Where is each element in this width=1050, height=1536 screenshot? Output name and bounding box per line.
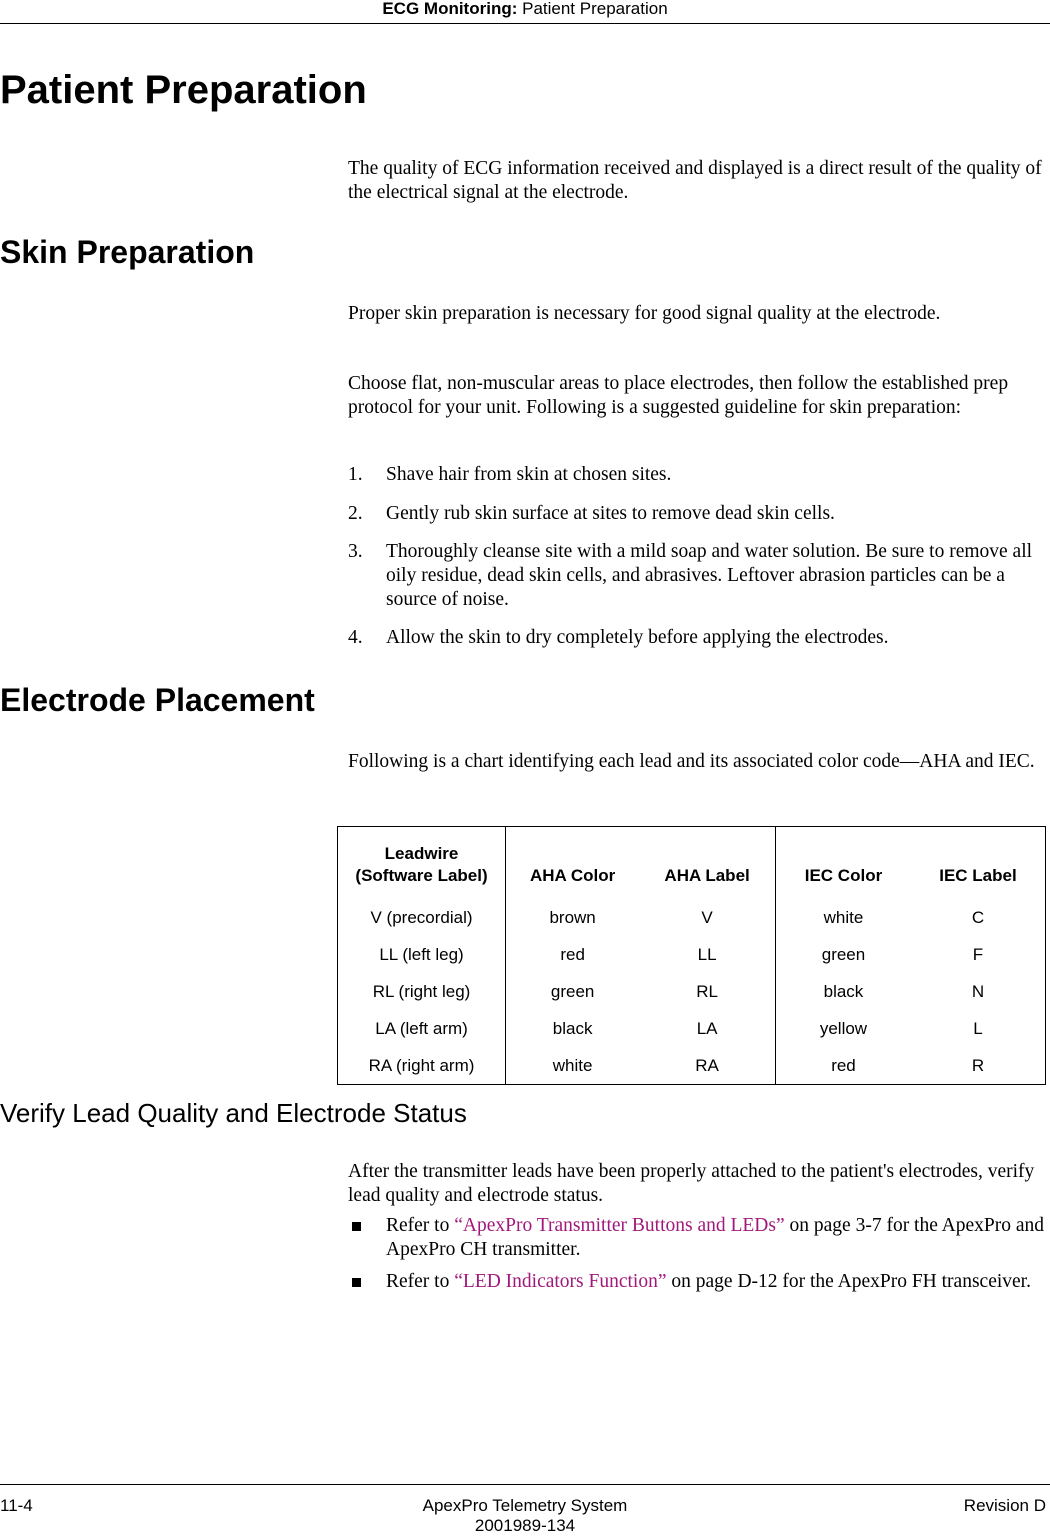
cell-aha-label: RL [639,973,775,1010]
cell-aha-color: red [560,944,585,964]
list-text: Shave hair from skin at chosen sites. [386,464,672,485]
footer-revision: Revision D [963,1496,1046,1515]
list-number: 3. [348,541,363,562]
list-item [348,502,1048,526]
table-row [338,936,1046,973]
table-row [338,899,1046,936]
running-head-title: Patient Preparation [522,0,668,18]
verify-lead-quality-heading: Verify Lead Quality and Electrode Status [0,1098,467,1128]
lead-color-table [337,826,1046,1085]
bullet-prefix: Refer to [386,1215,455,1236]
cell-leadwire: LA (left arm) [338,1010,506,1047]
cell-iec-color: white [823,907,864,927]
list-text [386,1214,1048,1262]
cell-aha-label: V [639,899,775,936]
cell-leadwire: RL (right leg) [338,973,506,1010]
list-text: Gently rub skin surface at sites to remove dead skin cells. [386,503,835,524]
header-iec-color: IEC Color [804,866,883,885]
list-item [348,1270,1048,1294]
cell-iec-color: green [821,944,866,964]
list-item [348,463,1048,487]
page-title: Patient Preparation [0,68,367,112]
header-leadwire [338,827,506,900]
table-row [338,973,1046,1010]
square-bullet-icon [352,1222,361,1231]
list-text: Allow the skin to dry completely before applying the electrodes. [386,627,889,648]
list-item [348,1214,1048,1262]
bullet-suffix: on page D-12 for the ApexPro FH transceiver. [666,1271,1031,1292]
cell-leadwire: RA (right arm) [338,1047,506,1085]
cell-iec-color: red [831,1055,856,1075]
header-leadwire-line2: (Software Label) [355,866,488,885]
running-head [0,0,1050,24]
footer-product-name: ApexPro Telemetry System [422,1496,628,1515]
cross-reference-link[interactable]: “LED Indicators Function” [454,1271,667,1292]
list-text: Thoroughly cleanse site with a mild soap and water solution. Be sure to remove all oily residue, dead skin cells, and abrasives. Leftover abrasion particles can be a source of noise. [386,541,1033,610]
table-row [338,1047,1046,1085]
running-head-section: ECG Monitoring: [382,0,518,18]
cross-reference-link[interactable]: “ApexPro Transmitter Buttons and LEDs” [454,1215,785,1236]
footer-page-number: 11-4 [0,1496,33,1515]
cell-iec-label: L [973,1018,983,1038]
cell-iec-label: F [972,944,984,964]
list-number: 1. [348,464,363,485]
bullet-suffix: on page 3-7 for the ApexPro and ApexPro CH transmitter. [386,1215,1045,1260]
skin-paragraph-1: Proper skin preparation is necessary for good signal quality at the electrode. [348,303,941,324]
list-item [348,626,1048,650]
footer-doc-number: 2001989-134 [474,1516,576,1535]
list-number: 2. [348,503,363,524]
list-number: 4. [348,627,363,648]
list-text [386,1270,1048,1294]
placement-intro: Following is a chart identifying each lead and its associated color code—AHA and IEC. [348,751,1035,772]
footer-rule [0,1484,1050,1485]
header-leadwire-line1: Leadwire [384,844,459,863]
verify-intro: After the transmitter leads have been properly attached to the patient's electrodes, verify lead quality and electrode status. [348,1161,1035,1206]
list-item [348,540,1048,612]
intro-paragraph: The quality of ECG information received and displayed is a direct result of the quality of the electrical signal at the electrode. [348,158,1042,203]
footer-product [0,1496,1050,1536]
bullet-prefix: Refer to [386,1271,455,1292]
cell-aha-label: LA [639,1010,775,1047]
cell-iec-label: C [971,907,985,927]
cell-iec-color: black [823,981,864,1001]
cell-leadwire: LL (left leg) [338,936,506,973]
cell-iec-label: N [971,981,985,1001]
cell-aha-color: brown [549,907,596,927]
skin-preparation-heading: Skin Preparation [0,234,255,270]
cell-iec-color: yellow [819,1018,868,1038]
cell-aha-color: black [552,1018,593,1038]
header-iec-label: IEC Label [939,866,1017,885]
cell-leadwire: V (precordial) [338,899,506,936]
cell-aha-label: LL [639,936,775,973]
cell-aha-color: green [550,981,595,1001]
cell-aha-label: RA [639,1047,775,1085]
skin-paragraph-2: Choose flat, non-muscular areas to place electrodes, then follow the established prep protocol for your unit. Following is a suggested guideline for skin preparation: [348,373,1009,418]
header-aha-color: AHA Color [529,866,616,885]
electrode-placement-heading: Electrode Placement [0,682,315,718]
cell-aha-color: white [552,1055,593,1075]
cell-iec-label: R [971,1055,985,1075]
header-aha-label: AHA Label [639,827,775,900]
table-header-row [338,827,1046,900]
square-bullet-icon [352,1278,361,1287]
table-row [338,1010,1046,1047]
